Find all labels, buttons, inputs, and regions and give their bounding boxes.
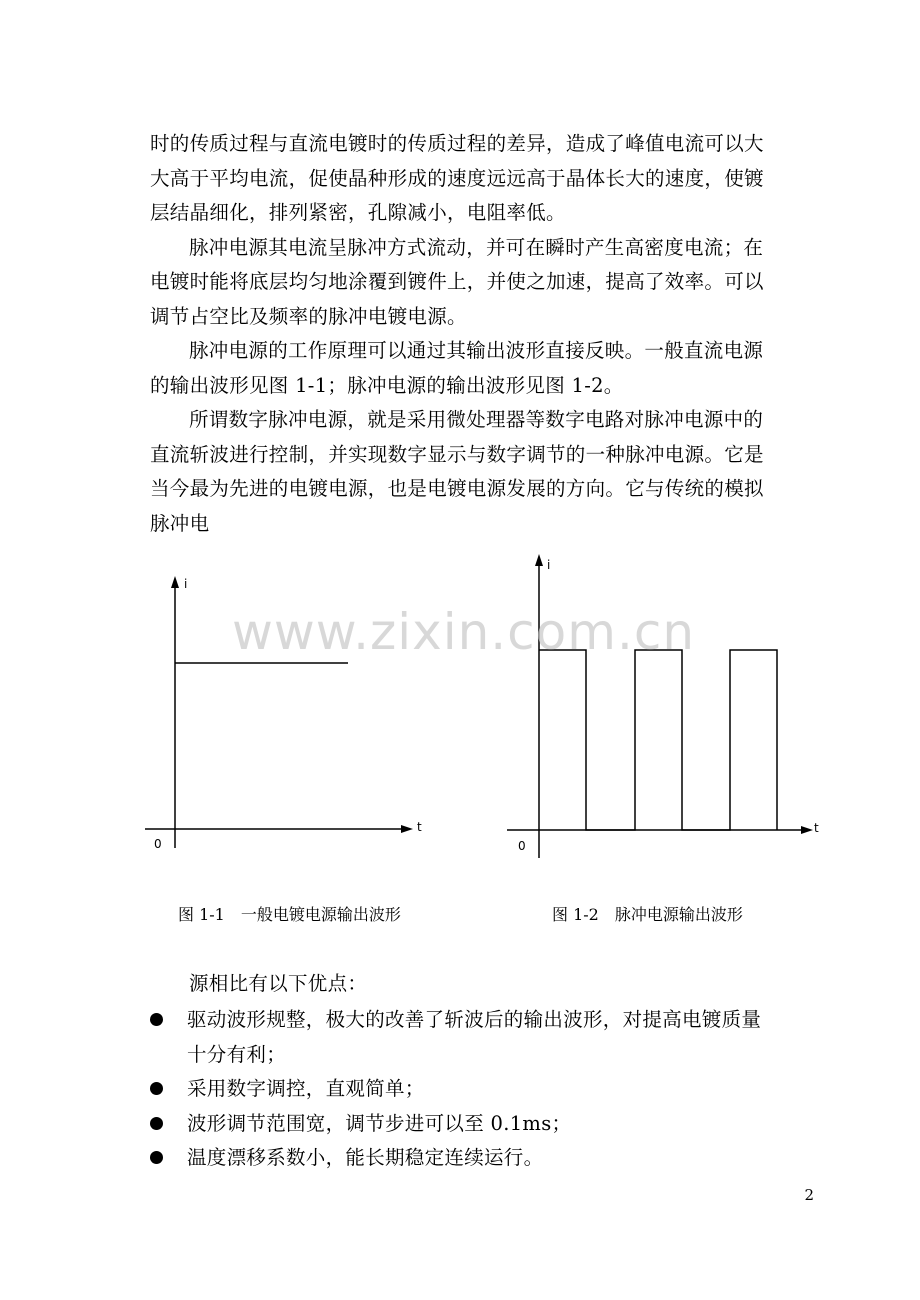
- text-line: 电镀时能将底层均匀地涂覆到镀件上，并使之加速，提高了效率。可以: [150, 270, 764, 293]
- paragraph-2: [150, 231, 815, 335]
- page-number: 2: [804, 1186, 814, 1204]
- bullet-icon: [150, 1117, 163, 1130]
- continuation-text: [150, 967, 830, 1002]
- paragraph-3: [150, 334, 815, 403]
- text-line: 十分有利；: [187, 1042, 287, 1066]
- text-line: 调节占空比及频率的脉冲电镀电源。: [150, 304, 467, 328]
- text-line: 大高于平均电流，促使晶种形成的速度远远高于晶体长大的速度，使镀: [150, 166, 764, 190]
- watermark: www.zixin.com.cn: [232, 603, 696, 661]
- text-line: 源相比有以下优点：: [189, 972, 368, 995]
- pulse-train: [539, 650, 777, 830]
- figure-dc-waveform: [140, 548, 430, 858]
- x-axis-label: t: [417, 820, 422, 834]
- list-item: [150, 1107, 830, 1142]
- text-line: 脉冲电源其电流呈脉冲方式流动，并可在瞬时产生高密度电流；在: [189, 235, 764, 259]
- advantages-list: [150, 1003, 830, 1176]
- x-axis-arrow: [801, 826, 813, 834]
- text-line: 层结晶细化，排列紧密，孔隙减小，电阻率低。: [150, 201, 566, 224]
- x-axis-label: t: [814, 821, 819, 835]
- text-line: 波形调节范围宽，调节步进可以至 0.1ms；: [187, 1111, 572, 1135]
- list-item: [150, 1072, 830, 1107]
- paragraph-1: [150, 127, 815, 231]
- x-axis-arrow: [401, 825, 413, 833]
- list-item: [150, 1141, 830, 1176]
- y-axis-arrow: [535, 554, 543, 566]
- y-axis-label: i: [184, 577, 188, 591]
- text-line: 驱动波形规整，极大的改善了斩波后的输出波形，对提高电镀质量: [187, 1008, 762, 1031]
- dc-waveform-diagram: [140, 548, 430, 858]
- bullet-icon: [150, 1013, 163, 1026]
- y-axis-arrow: [171, 576, 179, 588]
- text-line: 的输出波形见图 1-1；脉冲电源的输出波形见图 1-2。: [150, 373, 624, 397]
- text-line: 所谓数字脉冲电源，就是采用微处理器等数字电路对脉冲电源中的: [189, 408, 764, 431]
- text-line: 时的传质过程与直流电镀时的传质过程的差异，造成了峰值电流可以大: [150, 132, 764, 155]
- body-text: [150, 127, 815, 541]
- text-line: 温度漂移系数小，能长期稳定连续运行。: [187, 1146, 544, 1169]
- text-line: 当今最为先进的电镀电源，也是电镀电源发展的方向。它与传统的模拟: [150, 477, 764, 500]
- origin-label: 0: [518, 839, 526, 853]
- figure-pulse-waveform: [495, 548, 835, 868]
- bullet-icon: [150, 1151, 163, 1164]
- bullet-icon: [150, 1082, 163, 1095]
- origin-label: 0: [154, 837, 162, 851]
- pulse-waveform-diagram: [495, 548, 835, 868]
- text-line: 直流斩波进行控制，并实现数字显示与数字调节的一种脉冲电源。它是: [150, 442, 764, 466]
- text-line: 采用数字调控，直观简单；: [187, 1077, 425, 1100]
- paragraph-4: [150, 403, 815, 541]
- list-item: [150, 1003, 830, 1072]
- text-line: 脉冲电源的工作原理可以通过其输出波形直接反映。一般直流电源: [189, 339, 764, 362]
- y-axis-label: i: [547, 558, 551, 572]
- text-line: 脉冲电: [150, 511, 210, 535]
- figure-caption: 图 1-2 脉冲电源输出波形: [552, 905, 743, 924]
- figure-caption: 图 1-1 一般电镀电源输出波形: [178, 905, 401, 924]
